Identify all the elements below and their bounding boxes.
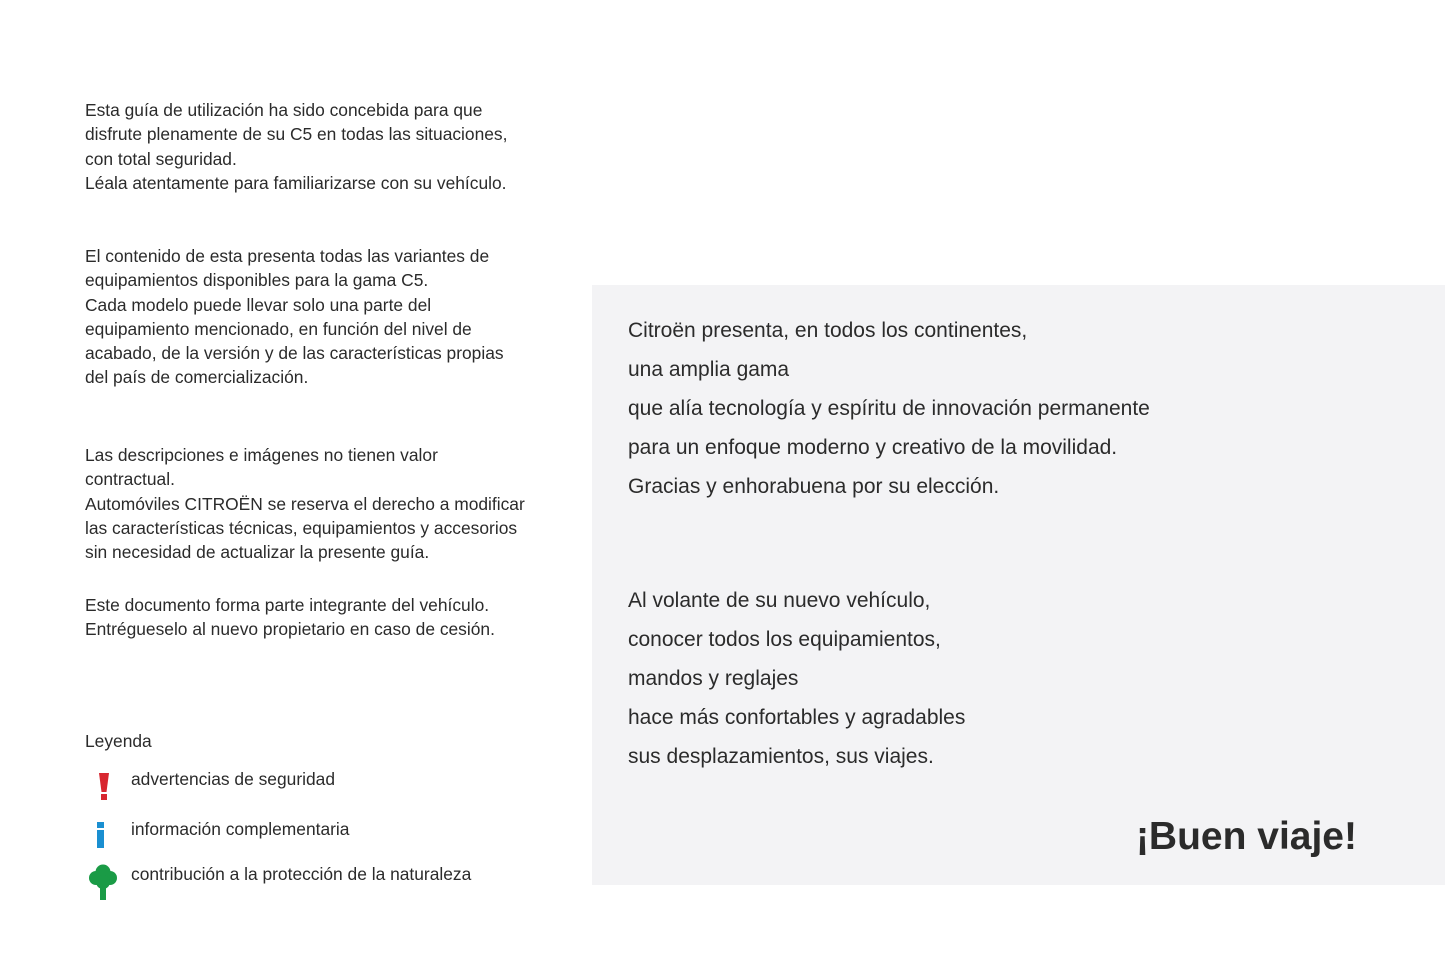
text-line: Este documento forma parte integrante del vehículo. bbox=[85, 595, 490, 615]
text-line: sus desplazamientos, sus viajes. bbox=[628, 745, 934, 768]
text-line: Automóviles CITROËN se reserva el derecho a modificar bbox=[85, 493, 525, 514]
welcome-paragraph-1 bbox=[628, 311, 1150, 506]
text-line: Al volante de su nuevo vehículo, bbox=[628, 589, 931, 612]
exclamation-icon bbox=[85, 767, 121, 807]
text-line: una amplia gama bbox=[628, 358, 790, 381]
tree-icon bbox=[85, 862, 121, 902]
text-line: para un enfoque moderno y creativo de la movilidad. bbox=[628, 436, 1118, 459]
text-line: contractual. bbox=[85, 469, 175, 490]
text-line: Las descripciones e imágenes no tienen valor bbox=[85, 445, 438, 465]
text-line: Citroën presenta, en todos los continentes, bbox=[628, 319, 1028, 342]
text-line: disfrute plenamente de su C5 en todas las situaciones, bbox=[85, 124, 508, 145]
intro-paragraph-1 bbox=[85, 98, 507, 195]
text-line: del país de comercialización. bbox=[85, 367, 309, 388]
text-line: equipamiento mencionado, en función del nivel de bbox=[85, 318, 472, 339]
info-icon bbox=[85, 817, 121, 857]
welcome-panel bbox=[592, 285, 1445, 885]
text-line: acabado, de la versión y de las características propias bbox=[85, 343, 504, 364]
legend-label: información complementaria bbox=[131, 819, 350, 839]
text-line: sin necesidad de actualizar la presente guía. bbox=[85, 542, 430, 563]
text-line: Entrégueselo al nuevo propietario en caso de cesión. bbox=[85, 619, 495, 640]
text-line: equipamientos disponibles para la gama C5. bbox=[85, 270, 429, 291]
text-line: con total seguridad. bbox=[85, 148, 237, 169]
legend-item-info bbox=[85, 817, 565, 857]
legend-label: contribución a la protección de la naturaleza bbox=[131, 864, 472, 884]
legend-title: Leyenda bbox=[85, 731, 152, 751]
text-line: Léala atentamente para familiarizarse con su vehículo. bbox=[85, 172, 507, 193]
legend-item-warning bbox=[85, 767, 565, 807]
intro-paragraph-2 bbox=[85, 244, 504, 390]
text-line: conocer todos los equipamientos, bbox=[628, 628, 941, 651]
legend-item-nature bbox=[85, 862, 565, 902]
text-line: Gracias y enhorabuena por su elección. bbox=[628, 475, 1000, 498]
welcome-paragraph-2 bbox=[628, 581, 965, 776]
legend-label: advertencias de seguridad bbox=[131, 769, 335, 789]
text-line: Esta guía de utilización ha sido concebida para que bbox=[85, 100, 483, 120]
text-line: mandos y reglajes bbox=[628, 667, 799, 690]
text-line: que alía tecnología y espíritu de innovación permanente bbox=[628, 397, 1150, 420]
text-line: hace más confortables y agradables bbox=[628, 706, 966, 729]
text-line: las características técnicas, equipamientos y accesorios bbox=[85, 517, 518, 538]
intro-paragraph-3 bbox=[85, 443, 525, 564]
closing-greeting: ¡Buen viaje! bbox=[1135, 815, 1357, 858]
text-line: El contenido de esta presenta todas las variantes de bbox=[85, 246, 490, 266]
intro-paragraph-4 bbox=[85, 593, 495, 642]
text-line: Cada modelo puede llevar solo una parte del bbox=[85, 294, 432, 315]
